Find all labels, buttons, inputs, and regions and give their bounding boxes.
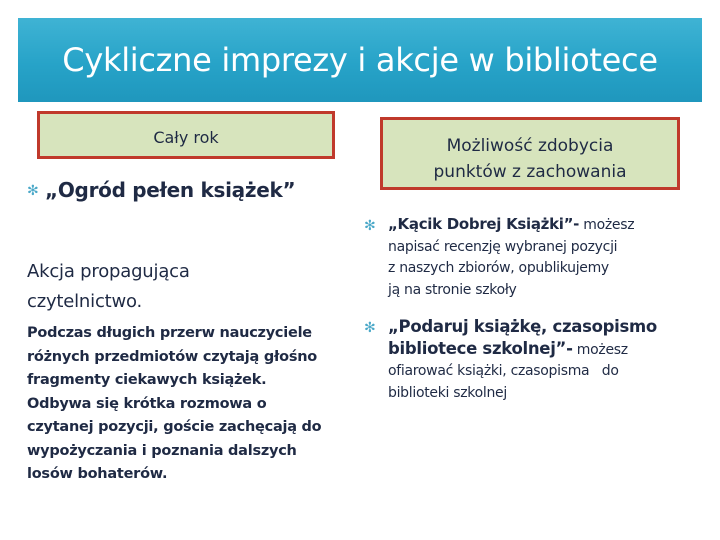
description-line: Odbywa się krótka rozmowa o	[27, 395, 267, 412]
donate-book-item	[388, 316, 713, 404]
good-book-corner-title: „Kącik Dobrej Książki”-	[388, 215, 580, 233]
reading-promotion-text	[27, 257, 347, 317]
reading-promotion-line-1: Akcja propagująca	[27, 261, 190, 282]
garden-of-books-heading: „Ogród pełen książek”	[45, 178, 296, 202]
donate-book-title-line-1: „Podaruj książkę, czasopismo	[388, 317, 657, 336]
description-line: czytanej pozycji, goście zachęcają do	[27, 419, 322, 435]
reading-promotion-line-2: czytelnictwo.	[27, 291, 143, 312]
all-year-label: Cały rok	[153, 128, 219, 147]
donate-book-title-line-2: bibliotece szkolnej”-	[388, 338, 573, 358]
good-book-corner-line: z naszych zbiorów, opublikujemy	[388, 260, 609, 276]
reading-aloud-description	[27, 322, 357, 487]
description-line: wypożyczania i poznania dalszych	[27, 442, 297, 459]
donate-book-second-line	[388, 338, 713, 362]
behavior-points-label	[383, 133, 677, 185]
description-line: losów bohaterów.	[27, 466, 168, 482]
good-book-corner-line: napisać recenzję wybranej pozycji	[388, 238, 618, 255]
behavior-points-box	[380, 117, 680, 190]
description-line: różnych przedmiotów czytają głośno	[27, 348, 317, 365]
asterisk-bullet-icon: ✻	[27, 183, 39, 199]
good-book-corner-first-line	[388, 214, 708, 237]
good-book-corner-line: ją na stronie szkoły	[388, 281, 517, 298]
good-book-corner-rest: możesz	[579, 217, 635, 233]
behavior-points-line-2: punktów z zachowania	[433, 162, 627, 182]
donate-book-rest: możesz	[572, 341, 628, 358]
slide-title: Cykliczne imprezy i akcje w bibliotece	[62, 41, 658, 79]
asterisk-bullet-icon: ✻	[364, 320, 376, 336]
asterisk-bullet-icon: ✻	[364, 218, 376, 234]
behavior-points-line-1: Możliwość zdobycia	[446, 136, 614, 156]
donate-book-line: ofiarować książki, czasopisma do	[388, 363, 619, 379]
donate-book-line: biblioteki szkolnej	[388, 384, 507, 401]
description-line: fragmenty ciekawych książek.	[27, 372, 267, 388]
description-line: Podczas długich przerw nauczyciele	[27, 325, 312, 341]
all-year-box	[37, 111, 335, 159]
good-book-corner-item	[388, 214, 708, 301]
